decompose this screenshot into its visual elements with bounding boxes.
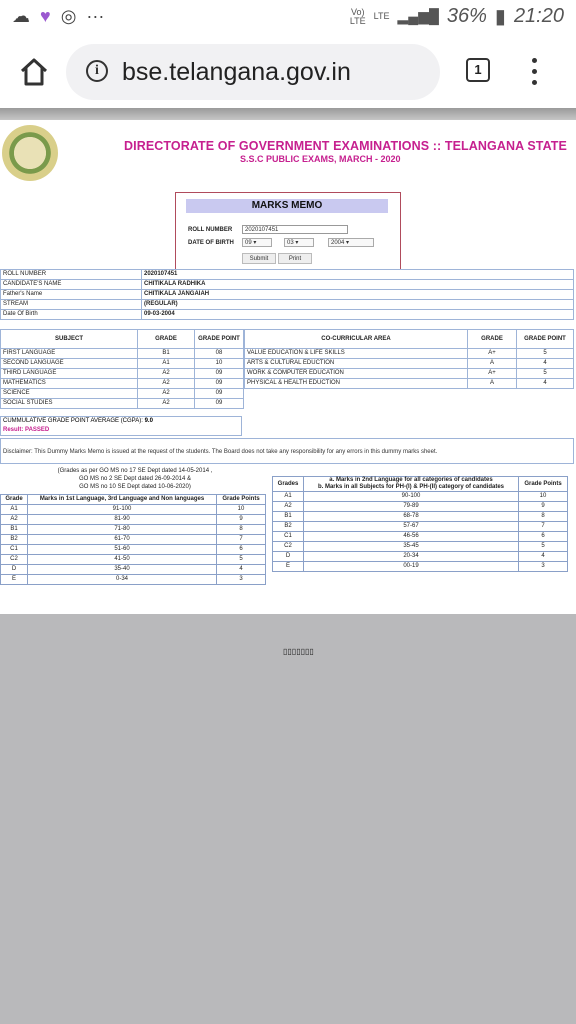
- grade-cell: A1: [273, 492, 304, 502]
- grade: A2: [138, 399, 195, 409]
- cocurricular-table: [244, 329, 574, 389]
- grade-note-line: GO MS no 2 SE Dept dated 26-09-2014 &: [78, 476, 192, 482]
- battery-percent: 36%: [446, 5, 487, 27]
- result-value: PASSED: [25, 427, 50, 433]
- grade: A1: [138, 359, 195, 369]
- area-name: PHYSICAL & HEALTH EDUCTION: [245, 379, 468, 389]
- table-row: [273, 542, 568, 552]
- marks-range-cell: 00-19: [304, 562, 519, 572]
- grade-point: 5: [517, 369, 574, 379]
- table-row: [273, 512, 568, 522]
- cgpa-label: CUMMULATIVE GRADE POINT AVERAGE (CGPA):: [3, 418, 143, 424]
- table-header-row: [245, 330, 574, 349]
- table-row: [1, 359, 244, 369]
- area-name: ARTS & CULTURAL EDUCTION: [245, 359, 468, 369]
- grade-points-cell: 10: [519, 492, 568, 502]
- cgpa-value: 9.0: [144, 418, 153, 424]
- table-row: [245, 349, 574, 359]
- marks-memo-form: [175, 192, 401, 270]
- info-value: 2020107451: [142, 270, 574, 280]
- roll-number-label: ROLL NUMBER: [188, 227, 233, 233]
- result-label: Result:: [3, 427, 24, 433]
- grade-cell: E: [273, 562, 304, 572]
- marks-range-cell: 91-100: [28, 505, 217, 515]
- table-row: [1, 525, 266, 535]
- marks-range-cell: 35-40: [28, 565, 217, 575]
- info-label: Date Of Birth: [1, 310, 142, 320]
- cgpa-box: [0, 416, 242, 436]
- dob-label: DATE OF BIRTH: [188, 240, 234, 246]
- table-header-row: [273, 477, 568, 492]
- column-header: a. Marks in 2nd Language for all categories of candidates b. Marks in all Subjects for PH-(I) & PH-(II) category of candidates: [304, 477, 519, 492]
- grade: A: [468, 359, 517, 369]
- signal-icon: ▂▄▆█: [397, 8, 439, 24]
- table-row: [1, 300, 574, 310]
- marks-range-cell: 68-78: [304, 512, 519, 522]
- grade-cell: D: [1, 565, 28, 575]
- subject-grades-table: [0, 329, 244, 409]
- table-row: [1, 280, 574, 290]
- candidate-info-table: [0, 269, 574, 320]
- table-row: [1, 399, 244, 409]
- grade-note: [0, 467, 270, 491]
- toolbar-shadow: [0, 108, 576, 120]
- table-row: [1, 379, 244, 389]
- status-bar: [0, 0, 576, 36]
- grade-point: 08: [195, 349, 244, 359]
- grading-table-1: [0, 494, 266, 585]
- tab-switcher-button[interactable]: 1: [466, 58, 490, 82]
- info-value: CHITIKALA JANGAIAH: [142, 290, 574, 300]
- grade: A2: [138, 369, 195, 379]
- grade-cell: C1: [273, 532, 304, 542]
- grade-cell: B1: [273, 512, 304, 522]
- subject-name: MATHEMATICS: [1, 379, 138, 389]
- clock: 21:20: [513, 5, 564, 27]
- subject-name: SECOND LANGUAGE: [1, 359, 138, 369]
- marks-range-cell: 61-70: [28, 535, 217, 545]
- grade-point: 09: [195, 389, 244, 399]
- table-row: [245, 369, 574, 379]
- table-row: [1, 270, 574, 280]
- dob-day-select[interactable]: 09 ▾: [242, 238, 272, 247]
- table-row: [245, 379, 574, 389]
- grade: A2: [138, 379, 195, 389]
- table-row: [273, 562, 568, 572]
- info-value: CHITIKALA RADHIKA: [142, 280, 574, 290]
- grade-points-cell: 3: [519, 562, 568, 572]
- grading-table-2: [272, 476, 568, 572]
- grade-cell: A2: [1, 515, 28, 525]
- grade-points-cell: 6: [519, 532, 568, 542]
- marks-range-cell: 71-80: [28, 525, 217, 535]
- cloud-icon: ☁: [12, 6, 30, 26]
- web-page: [0, 120, 576, 614]
- table-row: [245, 359, 574, 369]
- grading-table-1-body: [1, 505, 266, 585]
- table-row: [273, 532, 568, 542]
- grade: A+: [468, 349, 517, 359]
- dob-month-value: 03: [287, 240, 294, 246]
- grade: B1: [138, 349, 195, 359]
- grade-cell: A1: [1, 505, 28, 515]
- grade-points-cell: 5: [217, 555, 266, 565]
- marks-range-cell: 90-100: [304, 492, 519, 502]
- grade-cell: D: [273, 552, 304, 562]
- grade-point: 09: [195, 369, 244, 379]
- grade-point: 10: [195, 359, 244, 369]
- column-header: GRADE: [468, 330, 517, 349]
- table-header-row: [1, 495, 266, 505]
- column-header: CO-CURRICULAR AREA: [245, 330, 468, 349]
- table-row: [1, 565, 266, 575]
- grade-note-line: GO MS no 10 SE Dept dated 10-06-2020): [79, 484, 191, 490]
- grade-cell: B1: [1, 525, 28, 535]
- info-label: STREAM: [1, 300, 142, 310]
- table-row: [273, 522, 568, 532]
- heart-icon: ♥: [40, 6, 51, 26]
- grade-points-cell: 4: [217, 565, 266, 575]
- grade: A2: [138, 389, 195, 399]
- grade-points-cell: 8: [217, 525, 266, 535]
- column-header: GRADE: [138, 330, 195, 349]
- table-header-row: [1, 330, 244, 349]
- info-value: 09-03-2004: [142, 310, 574, 320]
- grade: A+: [468, 369, 517, 379]
- grade-points-cell: 8: [519, 512, 568, 522]
- area-name: VALUE EDUCATION & LIFE SKILLS: [245, 349, 468, 359]
- marks-range-cell: 20-34: [304, 552, 519, 562]
- grade-point: 4: [517, 379, 574, 389]
- grade-cell: C2: [1, 555, 28, 565]
- column-header: GRADE POINT: [195, 330, 244, 349]
- volte-indicator: Vo) LTE: [349, 6, 366, 26]
- grade: A: [468, 379, 517, 389]
- print-button[interactable]: Print: [278, 253, 312, 264]
- column-header: Grade: [1, 495, 28, 505]
- marks-range-cell: 0-34: [28, 575, 217, 585]
- grade-point: 5: [517, 349, 574, 359]
- url-text[interactable]: bse.telangana.gov.in: [122, 58, 351, 86]
- placeholder-glyphs: ▯▯▯▯▯▯▯: [283, 647, 314, 656]
- address-bar[interactable]: [66, 44, 440, 100]
- lte-indicator: LTE: [373, 11, 390, 21]
- table-row: [273, 502, 568, 512]
- table-row: [1, 369, 244, 379]
- area-name: WORK & COMPUTER EDUCATION: [245, 369, 468, 379]
- dob-month-select[interactable]: 03 ▾: [284, 238, 314, 247]
- info-label: ROLL NUMBER: [1, 270, 142, 280]
- column-header: Marks in 1st Language, 3rd Language and Non languages: [28, 495, 217, 505]
- grade-points-cell: 9: [519, 502, 568, 512]
- column-header: GRADE POINT: [517, 330, 574, 349]
- dob-year-select[interactable]: 2004 ▾: [328, 238, 374, 247]
- marks-range-cell: 81-90: [28, 515, 217, 525]
- info-value: (REGULAR): [142, 300, 574, 310]
- table-row: [1, 555, 266, 565]
- grade-points-cell: 6: [217, 545, 266, 555]
- submit-button[interactable]: Submit: [242, 253, 276, 264]
- table-row: [1, 545, 266, 555]
- chrome-icon: ◎: [60, 6, 77, 26]
- column-header: Grade Points: [217, 495, 266, 505]
- telangana-emblem-logo: [2, 125, 58, 181]
- overflow-menu-icon[interactable]: [532, 58, 538, 86]
- grade-points-cell: 5: [519, 542, 568, 552]
- grade-cell: C2: [273, 542, 304, 552]
- roll-number-input[interactable]: 2020107451: [242, 225, 348, 234]
- form-title: MARKS MEMO: [186, 199, 388, 213]
- marks-range-cell: 79-89: [304, 502, 519, 512]
- subject-name: SOCIAL STUDIES: [1, 399, 138, 409]
- table-row: [273, 492, 568, 502]
- marks-range-cell: 35-45: [304, 542, 519, 552]
- grade-points-cell: 7: [519, 522, 568, 532]
- grade-cell: C1: [1, 545, 28, 555]
- table-row: [1, 389, 244, 399]
- grade-points-cell: 4: [519, 552, 568, 562]
- grading-table-2-body: [273, 492, 568, 572]
- marks-range-cell: 57-67: [304, 522, 519, 532]
- grade-point: 09: [195, 379, 244, 389]
- subject-name: FIRST LANGUAGE: [1, 349, 138, 359]
- grade-cell: E: [1, 575, 28, 585]
- marks-range-cell: 46-56: [304, 532, 519, 542]
- table-row: [1, 515, 266, 525]
- grade-points-cell: 7: [217, 535, 266, 545]
- subject-name: SCIENCE: [1, 389, 138, 399]
- grade-point: 4: [517, 359, 574, 369]
- page-subtitle: S.S.C PUBLIC EXAMS, MARCH - 2020: [240, 154, 401, 164]
- table-row: [1, 535, 266, 545]
- grade-points-cell: 9: [217, 515, 266, 525]
- disclaimer: Disclaimer: This Dummy Marks Memo is issued at the request of the students. The Board does not take any responsibility for any errors in this dummy marks sheet.: [0, 438, 574, 464]
- marks-range-cell: 51-60: [28, 545, 217, 555]
- page-title: DIRECTORATE OF GOVERNMENT EXAMINATIONS :: TELANGANA STATE: [124, 139, 567, 153]
- grade-points-cell: 10: [217, 505, 266, 515]
- column-header: Grades: [273, 477, 304, 492]
- grade-note-line: (Grades as per GO MS no 17 SE Dept dated 14-05-2014 ,: [57, 468, 213, 474]
- subject-name: THIRD LANGUAGE: [1, 369, 138, 379]
- info-label: CANDIDATE'S NAME: [1, 280, 142, 290]
- table-row: [1, 505, 266, 515]
- dob-year-value: 2004: [331, 240, 345, 246]
- grade-cell: B2: [273, 522, 304, 532]
- table-row: [1, 575, 266, 585]
- column-header: Grade Points: [519, 477, 568, 492]
- home-icon[interactable]: [18, 56, 50, 88]
- info-icon[interactable]: i: [86, 60, 108, 82]
- browser-toolbar: [0, 36, 576, 108]
- info-label: Father's Name: [1, 290, 142, 300]
- grade-cell: A2: [273, 502, 304, 512]
- table-row: [1, 290, 574, 300]
- table-row: [1, 310, 574, 320]
- column-header: SUBJECT: [1, 330, 138, 349]
- marks-range-cell: 41-50: [28, 555, 217, 565]
- battery-icon: ▮: [494, 6, 506, 28]
- grade-point: 09: [195, 399, 244, 409]
- grade-points-cell: 3: [217, 575, 266, 585]
- more-notifications-icon: ···: [86, 6, 105, 26]
- grade-cell: B2: [1, 535, 28, 545]
- table-row: [273, 552, 568, 562]
- dob-day-value: 09: [245, 240, 252, 246]
- table-row: [1, 349, 244, 359]
